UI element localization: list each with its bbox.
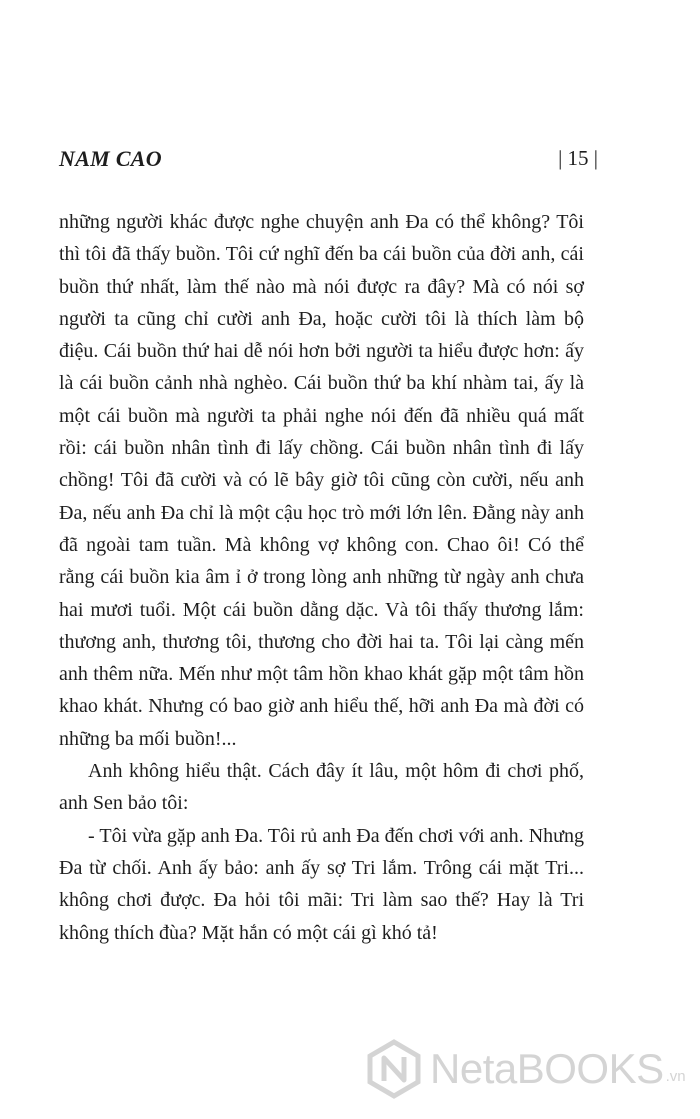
page-number: | 15 | <box>558 146 598 170</box>
body-text <box>59 206 584 949</box>
watermark-domain-suffix: .vn <box>665 1068 686 1085</box>
running-header-author: NAM CAO <box>59 146 162 171</box>
watermark <box>364 1034 686 1104</box>
paragraph-continued: những người khác được nghe chuyện anh Đa có thể không? Tôi thì tôi đã thấy buồn. Tôi cứ nghĩ đến ba cái buồn của đời anh, cái buồn thứ nhất, làm thế nào mà nói được ra đây? Mà có nói sợ người ta cũng chỉ cười anh Đa, hoặc cười tôi là thích làm bộ điệu. Cái buồn thứ hai dễ nói hơn bởi người ta hiểu được hơn: ấy là cái buồn cảnh nhà nghèo. Cái buồn thứ ba khí nhàm tai, ấy là một cái buồn mà người ta phải nghe nói đến đã nhiều quá mất rồi: cái buồn nhân tình đi lấy chồng. Cái buồn nhân tình đi lấy chồng! Tôi đã cười và có lẽ bây giờ tôi cũng còn cười, nếu anh Đa, nếu anh Đa chỉ là một cậu học trò mới lớn lên. Đằng này anh đã ngoài tam tuần. Mà không vợ không con. Chao ôi! Có thể rằng cái buồn kia âm ỉ ở trong lòng anh những từ ngày anh chưa hai mươi tuổi. Một cái buồn dằng dặc. Và tôi thấy thương lắm: thương anh, thương tôi, thương cho đời hai ta. Tôi lại càng mến anh thêm nữa. Mến như một tâm hồn khao khát gặp một tâm hồn khao khát. Nhưng có bao giờ anh hiểu thế, hỡi anh Đa mà đời có những ba mối buồn!... <box>59 211 584 750</box>
paragraph: Anh không hiểu thật. Cách đây ít lâu, một hôm đi chơi phố, anh Sen bảo tôi: <box>59 760 584 815</box>
watermark-brand: NetaBOOKS <box>430 1045 664 1092</box>
paragraph-dialogue: - Tôi vừa gặp anh Đa. Tôi rủ anh Đa đến chơi với anh. Nhưng Đa từ chối. Anh ấy bảo: anh ấy sợ Tri lắm. Trông cái mặt Tri... không chơi được. Đa hỏi tôi mãi: Tri làm sao thế? Hay là Tri không thích đùa? Mặt hắn có một cái gì khó tả! <box>59 824 584 944</box>
netabooks-logo-icon <box>364 1039 424 1099</box>
